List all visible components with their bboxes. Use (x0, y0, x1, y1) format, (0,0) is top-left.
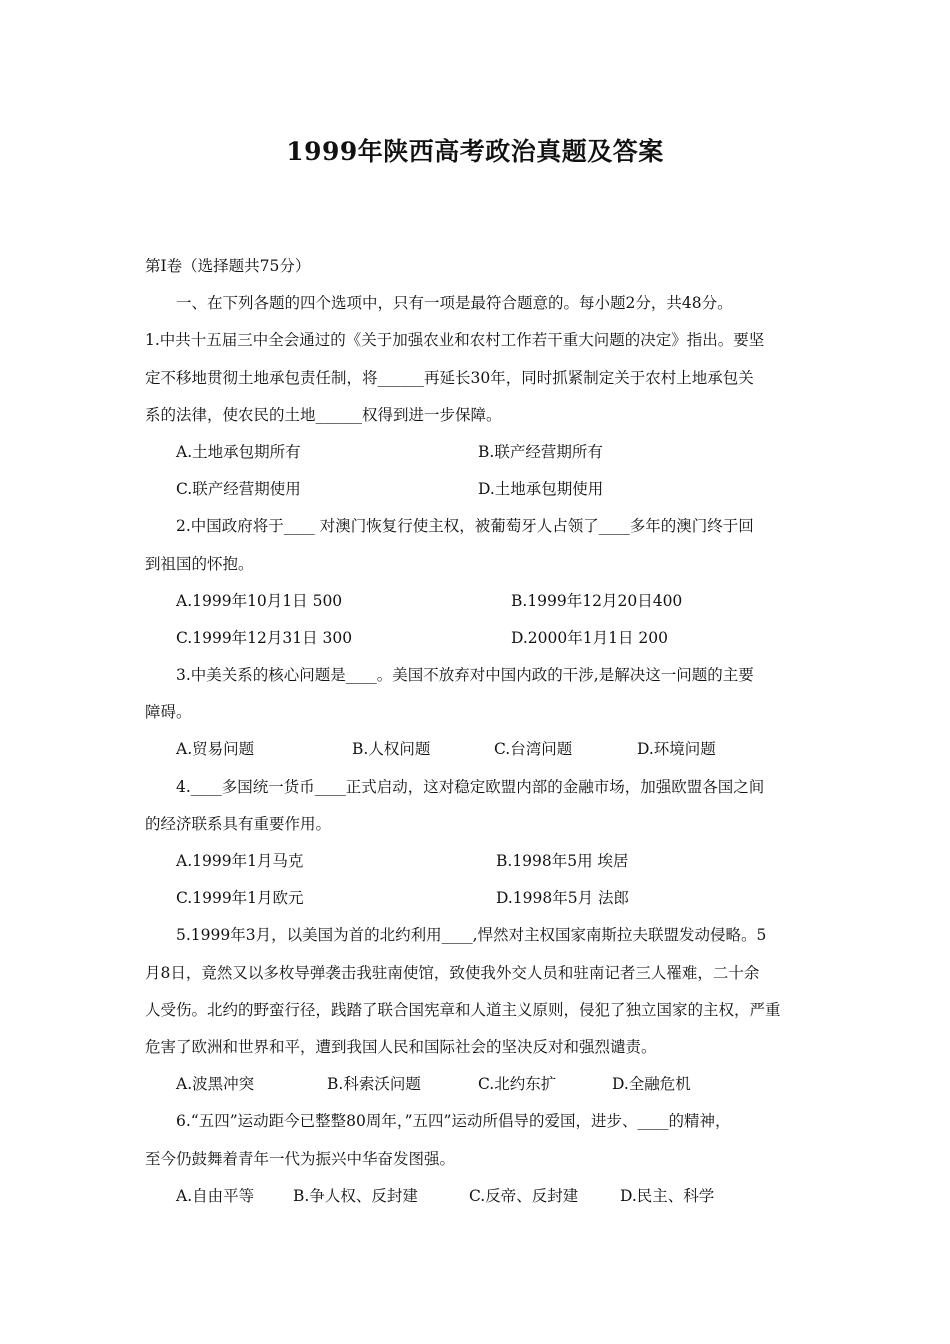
question-line: 危害了欧洲和世界和平，遭到我国人民和国际社会的坚决反对和强烈谴责。 (145, 1037, 657, 1056)
option-c: C.1999年1月欧元 (176, 889, 304, 908)
option-d: D.环境问题 (637, 740, 716, 759)
question-1 (145, 322, 810, 508)
question-line: 2.中国政府将于____ 对澳门恢复行使主权，被葡萄牙人占领了____多年的澳门终于回 (176, 517, 754, 536)
section-header: 第Ⅰ卷（选择题共75分） (145, 257, 311, 275)
option-d: D.民主、科学 (620, 1186, 715, 1205)
options-row (145, 843, 810, 880)
option-d: D.土地承包期使用 (478, 480, 604, 499)
question-line: 的经济联系具有重要作用。 (145, 814, 332, 833)
option-a: A.土地承包期所有 (176, 442, 301, 461)
question-5 (145, 917, 810, 1103)
part-instruction: 一、在下列各题的四个选项中，只有一项是最符合题意的。每小题2分，共48分。 (176, 294, 733, 313)
option-a: A.1999年10月1日 500 (176, 591, 343, 610)
option-d: D.全融危机 (612, 1075, 691, 1094)
options-row (145, 731, 810, 768)
question-3 (145, 657, 810, 769)
option-b: B.人权问题 (352, 740, 431, 759)
question-line: 1.中共十五届三中全会通过的《关于加强农业和农村工作若干重大问题的决定》指出。要坚 (145, 331, 765, 350)
page-title: 1999年陕西高考政治真题及答案 (286, 137, 664, 166)
options-row (145, 1178, 810, 1215)
option-b: B.1999年12月20日400 (511, 591, 683, 610)
option-c: C.联产经营期使用 (176, 480, 301, 499)
question-line: 5.1999年3月，以美国为首的北约利用____,悍然对主权国家南斯拉夫联盟发动侵略。5 (176, 926, 767, 945)
option-c: C.反帝、反封建 (469, 1186, 579, 1205)
question-line: 3.中美关系的核心问题是____。美国不放弃对中国内政的干涉,是解决这一问题的主要 (176, 666, 754, 685)
question-line: 4.____多国统一货币____正式启动，这对稳定欧盟内部的金融市场，加强欧盟各国之间 (176, 777, 765, 796)
option-a: A.1999年1月马克 (176, 852, 304, 870)
option-c: C.台湾问题 (494, 740, 573, 759)
option-d: D.1998年5月 法郎 (496, 889, 630, 908)
options-row (145, 434, 810, 471)
question-line: 系的法律，使农民的土地______权得到进一步保障。 (145, 405, 502, 424)
options-row (145, 620, 810, 657)
option-a: A.波黑冲突 (176, 1075, 255, 1094)
option-c: C.1999年12月31日 300 (176, 628, 353, 647)
question-line: 障碍。 (145, 703, 192, 722)
option-d: D.2000年1月1日 200 (511, 628, 668, 647)
exam-content (145, 248, 810, 1215)
option-b: B.联产经营期所有 (478, 442, 603, 461)
options-row (145, 471, 810, 508)
question-4 (145, 769, 810, 918)
question-2 (145, 508, 810, 657)
question-line: 6.“五四”运动距今已整整80周年，”五四”运动所倡导的爱国，进步、____的精神， (176, 1112, 731, 1131)
question-6 (145, 1103, 810, 1215)
options-row (145, 880, 810, 917)
option-b: B.科索沃问题 (327, 1075, 421, 1094)
question-line: 到祖国的怀抱。 (145, 554, 254, 573)
option-b: B.1998年5用 埃居 (496, 852, 629, 870)
question-line: 人受伤。北约的野蛮行径，践踏了联合国宪章和人道主义原则，侵犯了独立国家的主权，严重 (145, 1000, 781, 1019)
question-line: 至今仍鼓舞着青年一代为振兴中华奋发图强。 (145, 1149, 456, 1168)
question-line: 月8日，竟然又以多枚导弹袭击我驻南使馆，致使我外交人员和驻南记者三人罹难，二十余 (145, 963, 760, 982)
option-c: C.北约东扩 (478, 1075, 557, 1094)
question-line: 定不移地贯彻土地承包责任制，将______再延长30年，同时抓紧制定关于农村上地承包关 (145, 368, 754, 387)
option-a: A.自由平等 (176, 1186, 255, 1205)
option-a: A.贸易问题 (176, 740, 255, 759)
option-b: B.争人权、反封建 (293, 1186, 418, 1205)
options-row (145, 583, 810, 620)
options-row (145, 1066, 810, 1103)
